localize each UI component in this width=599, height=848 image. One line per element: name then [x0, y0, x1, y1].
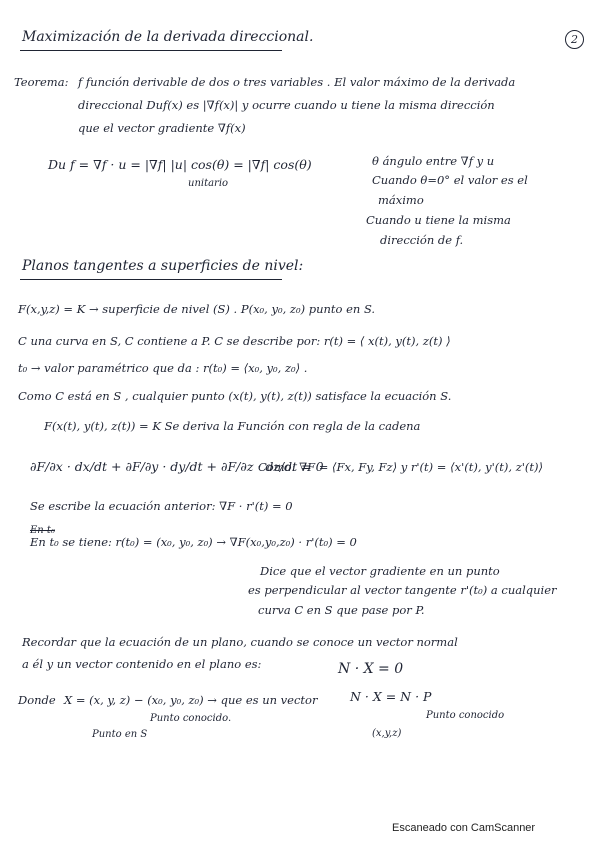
theorem-line-2: direccional Duf(x) es |∇f(x)| y ocurre cuando u tiene la misma dirección [78, 98, 495, 112]
unitario-note: unitario [188, 178, 229, 189]
angle-note-4: Cuando u tiene la misma [366, 213, 511, 227]
plane-equation: N · X = 0 [338, 661, 404, 677]
plane-intro-line-2: a él y un vector contenido en el plano es: [22, 657, 262, 671]
theorem-line-1: f función derivable de dos o tres variables . El valor máximo de la derivada [78, 75, 516, 89]
scanner-watermark: Escaneado con CamScanner [392, 822, 536, 834]
gradient-definition: Como: ∇F = ⟨Fx, Fy, Fz⟩ y r'(t) = ⟨x'(t), y'(t), z'(t)⟩ [258, 460, 543, 474]
angle-note-5: dirección de f. [380, 233, 464, 247]
perpendicular-note-1: Dice que el vector gradiente en un punto [260, 564, 500, 578]
title-underline [20, 50, 282, 51]
plane-expanded-equation: N · X = N · P [350, 689, 432, 704]
angle-note-2: Cuando θ=0° el valor es el [372, 173, 528, 187]
level-surface-line: F(x,y,z) = K → superficie de nivel (S) . P(x₀, y₀, z₀) punto en S. [18, 302, 376, 316]
x-vector-definition: X = (x, y, z) − (x₀, y₀, z₀) → que es un vector [64, 693, 318, 707]
section-title: Planos tangentes a superficies de nivel: [22, 258, 304, 274]
donde-label: Donde [18, 693, 56, 707]
page-number: 2 [565, 30, 584, 49]
chain-rule-intro-line: F(x(t), y(t), z(t)) = K Se deriva la Función con regla de la cadena [44, 419, 421, 433]
theorem-line-3: que el vector gradiente ∇f(x) [78, 121, 246, 135]
punto-conocido-2-label: Punto conocido [426, 710, 505, 721]
curve-line: C una curva en S, C contiene a P. C se describe por: r(t) = ⟨ x(t), y(t), z(t) ⟩ [18, 334, 451, 348]
rewritten-equation-line: Se escribe la ecuación anterior: ∇F · r'(t) = 0 [30, 499, 293, 513]
angle-note-3: máximo [378, 193, 424, 207]
section-underline [20, 279, 282, 280]
plane-intro-line-1: Recordar que la ecuación de un plano, cuando se conoce un vector normal [22, 635, 458, 649]
page-title: Maximización de la derivada direccional. [22, 29, 314, 45]
curve-on-surface-line: Como C está en S , cualquier punto (x(t), y(t), z(t)) satisface la ecuación S. [18, 389, 452, 403]
struck-text: En t₀ [30, 525, 55, 536]
punto-conocido-label: Punto conocido. [150, 713, 232, 724]
at-t0-line: En t₀ se tiene: r(t₀) = (x₀, y₀, z₀) → ∇F(x₀,y₀,z₀) · r'(t₀) = 0 [30, 535, 357, 549]
theorem-label: Teorema: [14, 75, 69, 89]
chain-rule-equation: ∂F/∂x · dx/dt + ∂F/∂y · dy/dt + ∂F/∂z · dz/dt = 0 [30, 459, 324, 474]
punto-en-s-label: Punto en S [92, 729, 148, 740]
parameter-line: t₀ → valor paramétrico que da : r(t₀) = ⟨x₀, y₀, z₀⟩ . [18, 361, 308, 375]
directional-derivative-formula: Du f = ∇f · u = |∇f| |u| cos(θ) = |∇f| cos(θ) [48, 157, 312, 172]
perpendicular-note-2: es perpendicular al vector tangente r'(t₀) a cualquier [248, 583, 557, 597]
xyz-label: (x,y,z) [372, 728, 402, 739]
perpendicular-note-3: curva C en S que pase por P. [258, 603, 425, 617]
angle-note-1: θ ángulo entre ∇f y u [372, 154, 495, 168]
